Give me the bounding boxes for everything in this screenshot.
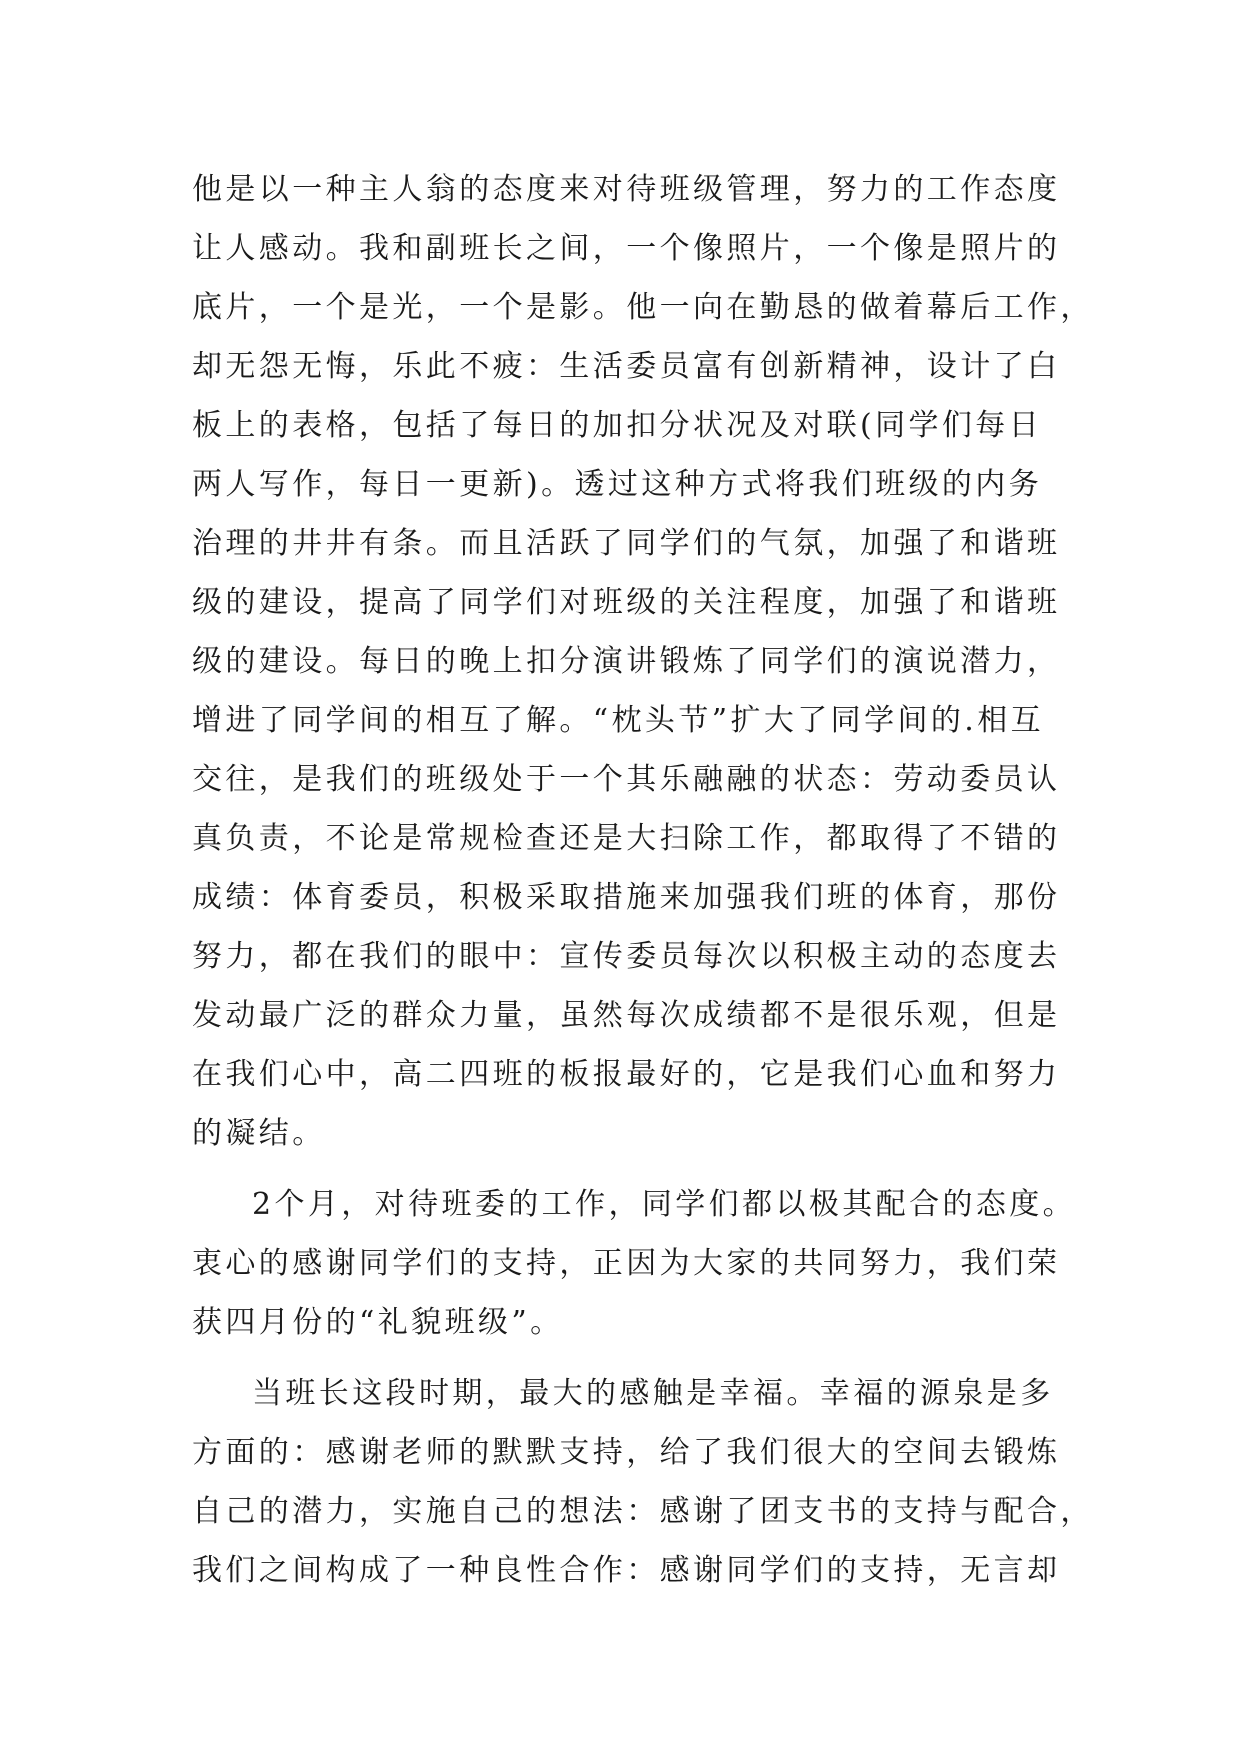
text-line: 的凝结。 <box>192 1116 326 1151</box>
text-line: 获四月份的“礼貌班级”。 <box>192 1305 564 1340</box>
text-line: 他是以一种主人翁的态度来对待班级管理，努力的工作态度 <box>192 172 1061 207</box>
text-line: 两人写作，每日一更新)。透过这种方式将我们班级的内务 <box>192 467 1043 502</box>
text-line: 在我们心中，高二四班的板报最好的，它是我们心血和努力 <box>192 1057 1061 1092</box>
paragraph <box>192 160 1094 1163</box>
text-line: 当班长这段时期，最大的感触是幸福。幸福的源泉是多 <box>252 1376 1054 1411</box>
text-line: 我们之间构成了一种良性合作：感谢同学们的支持，无言却 <box>192 1553 1061 1588</box>
text-line: 方面的：感谢老师的默默支持，给了我们很大的空间去锻炼 <box>192 1435 1061 1470</box>
paragraph <box>192 1364 1094 1600</box>
text-line: 成绩：体育委员，积极采取措施来加强我们班的体育，那份 <box>192 880 1061 915</box>
body-text <box>192 160 1094 1600</box>
paragraph-gap <box>192 1352 1052 1364</box>
text-line: 发动最广泛的群众力量，虽然每次成绩都不是很乐观，但是 <box>192 998 1061 1033</box>
paragraph-gap <box>192 1163 1052 1175</box>
text-line: 级的建设。每日的晚上扣分演讲锻炼了同学们的演说潜力， <box>192 644 1061 679</box>
text-line: 级的建设，提高了同学们对班级的关注程度，加强了和谐班 <box>192 585 1061 620</box>
text-line: 底片，一个是光，一个是影。他一向在勤恳的做着幕后工作， <box>192 290 1094 325</box>
text-line: 自己的潜力，实施自己的想法：感谢了团支书的支持与配合， <box>192 1494 1094 1529</box>
text-line: 让人感动。我和副班长之间，一个像照片，一个像是照片的 <box>192 231 1061 266</box>
paragraph <box>192 1175 1077 1352</box>
text-line: 板上的表格，包括了每日的加扣分状况及对联(同学们每日 <box>192 408 1043 443</box>
text-line: 增进了同学间的相互了解。“枕头节”扩大了同学间的.相互 <box>192 703 1045 738</box>
text-line: 却无怨无悔，乐此不疲：生活委员富有创新精神，设计了白 <box>192 349 1061 384</box>
text-line: 衷心的感谢同学们的支持，正因为大家的共同努力，我们荣 <box>192 1246 1061 1281</box>
text-line: 交往，是我们的班级处于一个其乐融融的状态：劳动委员认 <box>192 762 1061 797</box>
text-line: 治理的井井有条。而且活跃了同学们的气氛，加强了和谐班 <box>192 526 1061 561</box>
text-line: 2个月，对待班委的工作，同学们都以极其配合的态度。 <box>252 1187 1077 1222</box>
text-line: 真负责，不论是常规检查还是大扫除工作，都取得了不错的 <box>192 821 1061 856</box>
text-line: 努力，都在我们的眼中：宣传委员每次以积极主动的态度去 <box>192 939 1061 974</box>
